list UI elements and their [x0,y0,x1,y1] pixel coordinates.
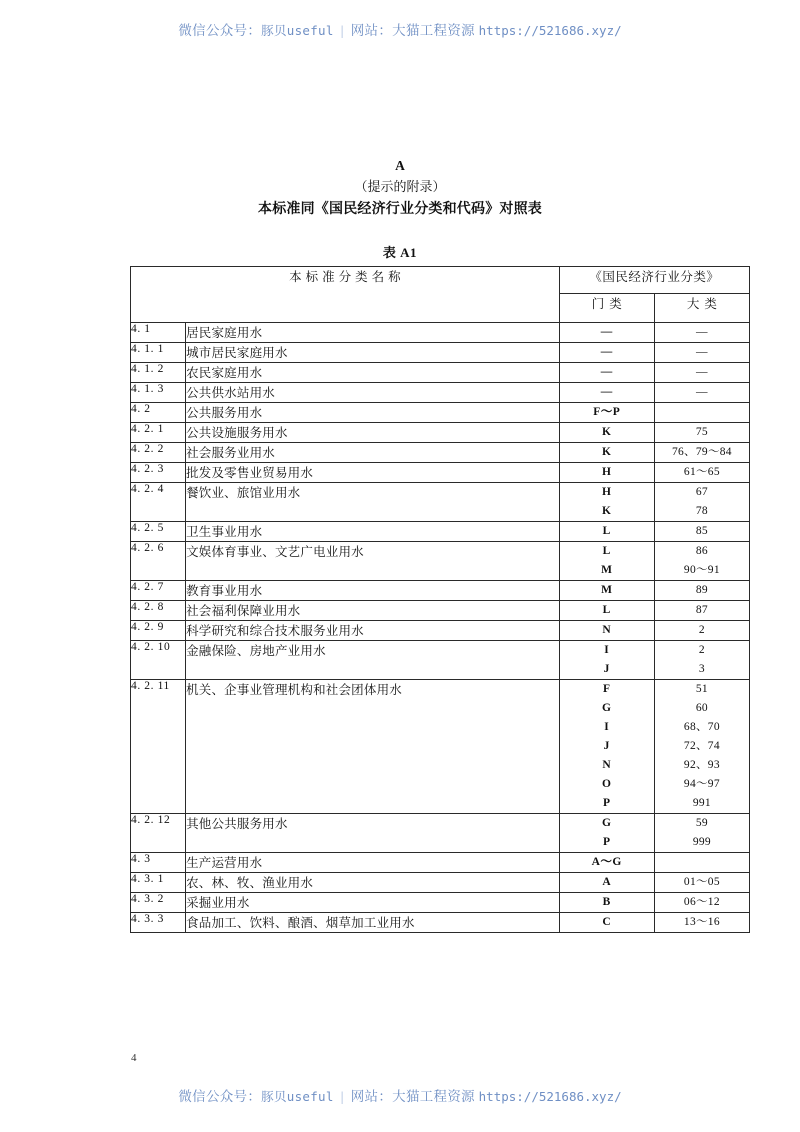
watermark-site-label: 网站： [350,23,393,38]
page-number: 4 [131,1052,137,1064]
table-row [131,581,750,601]
watermark-site-name: 大猫工程资源 [392,1089,475,1104]
row-men-lei-code-value: J [603,663,610,675]
row-da-lei-code [654,873,749,893]
row-da-lei-code [654,423,749,443]
row-da-lei-code-empty [655,403,749,422]
row-men-lei-code [559,893,654,913]
row-men-lei-code [559,581,654,601]
row-men-lei-code-value: — [600,386,613,398]
row-da-lei-code-value: 90～91 [683,564,720,576]
header-watermark [0,19,800,39]
row-classification-name: 金融保险、房地产业用水 [186,641,560,680]
row-da-lei-code-value: 13～16 [683,916,720,928]
row-da-lei-code-value: 51 [695,683,708,695]
row-da-lei-code [654,814,749,853]
header-standard-classification-name: 本标准分类名称 [131,267,560,323]
row-da-lei-code-value: 89 [695,584,708,596]
row-men-lei-code-value: L [602,604,611,616]
table-row [131,893,750,913]
row-classification-name: 文娱体育事业、文艺广电业用水 [186,542,560,581]
row-da-lei-code [654,853,749,873]
row-classification-name: 农、林、牧、渔业用水 [186,873,560,893]
row-men-lei-code-value: I [604,644,610,656]
row-clause-number: 4. 2 [131,403,186,423]
row-men-lei-code [559,542,654,581]
row-da-lei-code-value: 06～12 [683,896,720,908]
table-row [131,873,750,893]
row-clause-number: 4. 2. 5 [131,522,186,542]
table-row [131,363,750,383]
row-da-lei-code [654,463,749,483]
row-men-lei-code-value: G [602,702,612,714]
row-da-lei-code [654,343,749,363]
row-men-lei-code-value: N [602,759,612,771]
row-da-lei-code [654,403,749,423]
watermark-wechat-label: 微信公众号： [178,23,262,38]
row-men-lei-code-value: L [602,525,611,537]
row-men-lei-code [559,601,654,621]
row-da-lei-code-value: 991 [692,797,711,809]
row-classification-name: 公共供水站用水 [186,383,560,403]
table-header [131,267,750,323]
row-clause-number: 4. 1. 1 [131,343,186,363]
row-da-lei-code-value: 61～65 [683,466,720,478]
row-men-lei-code [559,853,654,873]
table-a1 [130,266,750,933]
table-row [131,542,750,581]
row-men-lei-code [559,814,654,853]
row-men-lei-code-value: G [602,817,612,829]
table-caption: 表 A1 [382,245,418,260]
row-men-lei-code-value: K [602,446,612,458]
row-clause-number: 4. 2. 9 [131,621,186,641]
row-men-lei-code [559,443,654,463]
footer-watermark [0,1085,800,1105]
row-classification-name: 居民家庭用水 [186,323,560,343]
row-classification-name: 批发及零售业贸易用水 [186,463,560,483]
row-da-lei-code [654,483,749,522]
row-da-lei-code [654,641,749,680]
table-row [131,522,750,542]
row-men-lei-code-value: L [602,545,611,557]
row-men-lei-code-value: C [602,916,612,928]
row-men-lei-code-value: O [602,778,612,790]
row-men-lei-code-value: — [600,346,613,358]
row-da-lei-code-value: 87 [695,604,708,616]
header-da-lei: 大类 [654,294,749,323]
row-classification-name: 科学研究和综合技术服务业用水 [186,621,560,641]
row-classification-name: 城市居民家庭用水 [186,343,560,363]
row-da-lei-code [654,621,749,641]
row-clause-number: 4. 2. 4 [131,483,186,522]
row-men-lei-code [559,483,654,522]
row-men-lei-code [559,363,654,383]
row-da-lei-code-value: 75 [695,426,708,438]
row-men-lei-code-value: P [602,797,611,809]
appendix-kind: （提示的附录） [354,179,446,194]
row-da-lei-code [654,323,749,343]
row-clause-number: 4. 3. 3 [131,913,186,933]
row-men-lei-code [559,423,654,443]
row-clause-number: 4. 2. 12 [131,814,186,853]
row-men-lei-code [559,621,654,641]
row-da-lei-code-value: 86 [695,545,708,557]
row-clause-number: 4. 2. 10 [131,641,186,680]
row-men-lei-code [559,463,654,483]
row-da-lei-code [654,522,749,542]
row-clause-number: 4. 2. 8 [131,601,186,621]
row-men-lei-code-value: H [602,466,612,478]
row-da-lei-code [654,680,749,814]
row-men-lei-code [559,873,654,893]
row-men-lei-code [559,403,654,423]
row-da-lei-code-value: — [696,326,708,338]
row-classification-name: 公共设施服务用水 [186,423,560,443]
row-men-lei-code-value: F～P [593,406,621,418]
table-row [131,601,750,621]
row-men-lei-code [559,913,654,933]
table-row [131,913,750,933]
row-classification-name: 生产运营用水 [186,853,560,873]
watermark-wechat-name: 豚贝useful [261,23,334,38]
row-men-lei-code-value: M [601,564,613,576]
row-da-lei-code [654,893,749,913]
row-da-lei-code-empty [655,853,749,872]
row-da-lei-code-value: 85 [695,525,708,537]
row-da-lei-code-value: 999 [692,836,711,848]
row-da-lei-code-value: 2 [698,624,705,636]
row-men-lei-code [559,343,654,363]
row-men-lei-code-value: A [602,876,612,888]
row-da-lei-code-value: 94～97 [683,778,720,790]
row-da-lei-code-value: — [696,366,708,378]
row-classification-name: 采掘业用水 [186,893,560,913]
row-clause-number: 4. 2. 7 [131,581,186,601]
row-clause-number: 4. 1 [131,323,186,343]
row-men-lei-code-value: F [602,683,611,695]
appendix-letter: A [395,158,405,173]
table-row [131,423,750,443]
row-clause-number: 4. 1. 3 [131,383,186,403]
row-da-lei-code-value: — [696,346,708,358]
row-men-lei-code [559,522,654,542]
header-men-lei: 门类 [559,294,654,323]
row-men-lei-code [559,323,654,343]
table-a1-wrapper [130,266,750,933]
row-da-lei-code [654,443,749,463]
row-classification-name: 卫生事业用水 [186,522,560,542]
row-men-lei-code [559,641,654,680]
watermark-separator: | [340,1089,344,1104]
row-men-lei-code-value: K [602,426,612,438]
watermark-site-name: 大猫工程资源 [392,23,475,38]
row-da-lei-code-value: 72、74 [683,740,720,752]
watermark-url: https://521686.xyz/ [478,1089,622,1104]
row-classification-name: 教育事业用水 [186,581,560,601]
row-classification-name: 社会服务业用水 [186,443,560,463]
row-clause-number: 4. 3 [131,853,186,873]
watermark-url: https://521686.xyz/ [478,23,622,38]
row-da-lei-code [654,913,749,933]
watermark-site-label: 网站： [350,1089,393,1104]
row-da-lei-code-value: 59 [695,817,708,829]
row-da-lei-code-value: 01～05 [683,876,720,888]
row-clause-number: 4. 2. 2 [131,443,186,463]
row-da-lei-code-value: 68、70 [683,721,720,733]
row-clause-number: 4. 1. 2 [131,363,186,383]
row-da-lei-code-value: 78 [695,505,708,517]
row-men-lei-code-value: J [603,740,610,752]
watermark-wechat-label: 微信公众号： [178,1089,262,1104]
row-da-lei-code-value: 67 [695,486,708,498]
row-men-lei-code-value: A～G [591,856,622,868]
table-row [131,483,750,522]
row-clause-number: 4. 2. 6 [131,542,186,581]
table-row [131,463,750,483]
header-national-industry-classification: 《国民经济行业分类》 [559,267,749,294]
row-men-lei-code-value: — [600,326,613,338]
row-classification-name: 农民家庭用水 [186,363,560,383]
table-header-row-1 [131,267,750,294]
row-clause-number: 4. 2. 3 [131,463,186,483]
row-da-lei-code [654,581,749,601]
row-classification-name: 公共服务用水 [186,403,560,423]
row-classification-name: 社会福利保障业用水 [186,601,560,621]
table-row [131,814,750,853]
row-men-lei-code-value: N [602,624,612,636]
row-classification-name: 机关、企事业管理机构和社会团体用水 [186,680,560,814]
row-da-lei-code-value: 92、93 [683,759,720,771]
row-classification-name: 食品加工、饮料、酿酒、烟草加工业用水 [186,913,560,933]
row-clause-number: 4. 2. 11 [131,680,186,814]
row-men-lei-code-value: K [602,505,612,517]
row-da-lei-code [654,363,749,383]
row-da-lei-code [654,542,749,581]
row-clause-number: 4. 3. 1 [131,873,186,893]
watermark-separator: | [340,23,344,38]
table-row [131,323,750,343]
table-row [131,343,750,363]
row-men-lei-code [559,383,654,403]
row-da-lei-code-value: 2 [698,644,705,656]
row-da-lei-code-value: — [696,386,708,398]
appendix-title: 本标准同《国民经济行业分类和代码》对照表 [258,202,542,217]
row-men-lei-code-value: M [601,584,613,596]
table-row [131,443,750,463]
table-row [131,621,750,641]
row-men-lei-code [559,680,654,814]
row-da-lei-code [654,601,749,621]
row-clause-number: 4. 2. 1 [131,423,186,443]
row-da-lei-code-value: 76、79～84 [671,446,732,458]
table-row [131,641,750,680]
table-body [131,323,750,933]
row-da-lei-code [654,383,749,403]
table-row [131,853,750,873]
row-men-lei-code-value: P [602,836,611,848]
row-men-lei-code-value: I [604,721,610,733]
row-da-lei-code-value: 60 [695,702,708,714]
row-men-lei-code-value: B [602,896,611,908]
table-row [131,680,750,814]
row-clause-number: 4. 3. 2 [131,893,186,913]
table-row [131,403,750,423]
row-classification-name: 餐饮业、旅馆业用水 [186,483,560,522]
row-men-lei-code-value: H [602,486,612,498]
row-classification-name: 其他公共服务用水 [186,814,560,853]
watermark-wechat-name: 豚贝useful [261,1089,334,1104]
table-row [131,383,750,403]
row-da-lei-code-value: 3 [698,663,705,675]
appendix-heading [0,156,800,222]
row-men-lei-code-value: — [600,366,613,378]
